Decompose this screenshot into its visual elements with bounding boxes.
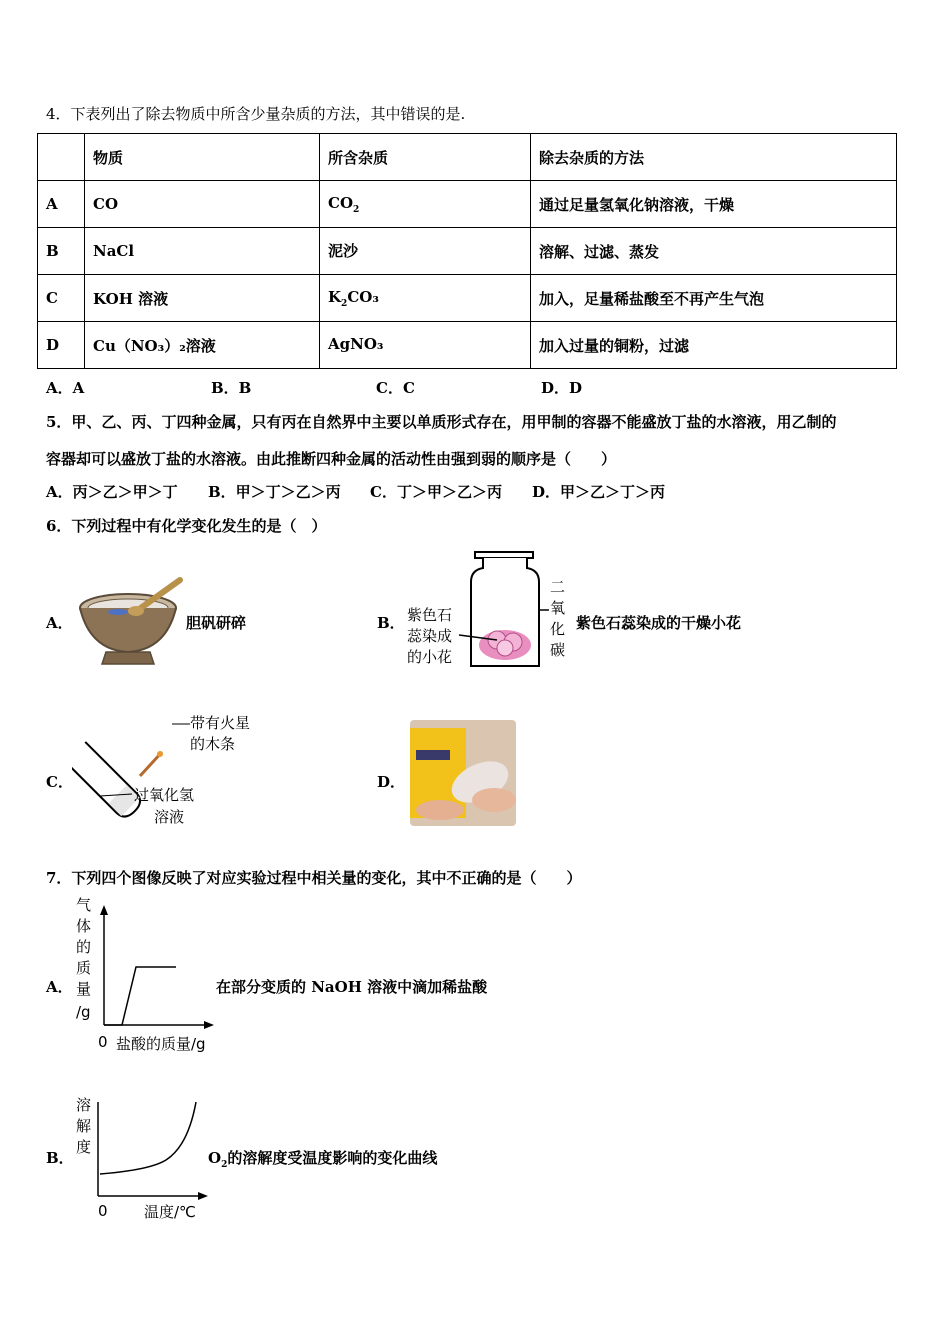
jar-left-label-2: 蕊染成 [407, 627, 453, 645]
row-impurity: 泥沙 [320, 228, 531, 275]
option-b[interactable]: B．B [211, 379, 252, 397]
row-substance: KOH 溶液 [85, 275, 320, 322]
jar-right-label-4: 碳 [550, 641, 566, 659]
q6-a-caption: 胆矾研碎 [186, 614, 247, 632]
table-header-cell: 所含杂质 [320, 134, 531, 181]
q6-option-a-label[interactable]: A． [46, 614, 73, 632]
option-a[interactable]: A．A [46, 379, 85, 397]
jar-right-label-2: 氧 [550, 599, 566, 617]
row-substance: Cu（NO₃）₂溶液 [85, 322, 320, 369]
q4-stem: 4．下表列出了除去物质中所含少量杂质的方法，其中错误的是. [46, 105, 466, 123]
table-row [38, 228, 897, 275]
ylabel-char: 量 [76, 980, 92, 998]
table-header-cell [38, 134, 85, 181]
jar-right-label-1: 二 [550, 578, 566, 596]
row-label: C [38, 275, 85, 322]
jar-left-label-3: 的小花 [407, 648, 453, 666]
row-label: B [38, 228, 85, 275]
q7-a-caption: 在部分变质的 NaOH 溶液中滴加稀盐酸 [216, 978, 488, 996]
tube-bottom-label-1: 过氧化氢 [134, 786, 195, 804]
row-method: 溶解、过滤、蒸发 [531, 228, 897, 275]
q6-option-d-label[interactable]: D． [377, 773, 406, 791]
table-header-cell: 物质 [85, 134, 320, 181]
ylabel-char: 气 [76, 896, 92, 914]
tube-bottom-label-2: 溶液 [154, 808, 185, 826]
jar-left-label-1: 紫色石 [407, 606, 453, 624]
origin-label: 0 [98, 1033, 108, 1051]
row-substance: NaCl [85, 228, 320, 275]
q6-option-b-label[interactable]: B． [377, 614, 405, 632]
q5-stem-line1: 5．甲、乙、丙、丁四种金属，只有丙在自然界中主要以单质形式存在，用甲制的容器不能盛放丁盐的水溶液，用乙制的 [46, 413, 837, 431]
option-d[interactable]: D．甲＞乙＞丁＞丙 [532, 483, 666, 501]
q7-option-b-label[interactable]: B． [46, 1149, 74, 1167]
jar-flower-diagram [405, 548, 575, 673]
q4-table [37, 133, 897, 369]
tube-top-label-1: 带有火星 [190, 714, 251, 732]
ylabel-char: 解 [76, 1117, 92, 1135]
row-label: D [38, 322, 85, 369]
table-header-row [38, 134, 897, 181]
table-row [38, 275, 897, 322]
table-row [38, 181, 897, 228]
ylabel-char: 度 [76, 1138, 92, 1156]
q5-stem-line2: 容器却可以盛放丁盐的水溶液。由此推断四种金属的活动性由强到弱的顺序是（ ） [46, 450, 617, 468]
q6-b-caption: 紫色石蕊染成的干燥小花 [576, 614, 742, 632]
option-c[interactable]: C．丁＞甲＞乙＞丙 [370, 483, 502, 501]
row-substance: CO [85, 181, 320, 228]
ylabel-char: 体 [76, 917, 92, 935]
table-header-cell: 除去杂质的方法 [531, 134, 897, 181]
test-tube-diagram [72, 710, 272, 830]
q7-stem: 7．下列四个图像反映了对应实验过程中相关量的变化，其中不正确的是（ ） [46, 869, 582, 887]
photo-image [410, 720, 516, 826]
row-method: 加入，足量稀盐酸至不再产生气泡 [531, 275, 897, 322]
origin-label: 0 [98, 1202, 108, 1220]
q6-stem: 6．下列过程中有化学变化发生的是（ ） [46, 517, 327, 535]
gas-mass-graph [70, 895, 220, 1055]
tube-top-label-2: 的木条 [190, 735, 236, 753]
row-method: 加入过量的铜粉，过滤 [531, 322, 897, 369]
jar-right-label-3: 化 [550, 620, 566, 638]
xlabel: 温度/℃ [144, 1203, 196, 1221]
option-a[interactable]: A．丙＞乙＞甲＞丁 [46, 483, 178, 501]
row-impurity: AgNO₃ [320, 322, 531, 369]
q7-option-a-label[interactable]: A． [46, 978, 73, 996]
option-b[interactable]: B．甲＞丁＞乙＞丙 [208, 483, 341, 501]
ylabel-char: 质 [76, 959, 92, 977]
ylabel-char: /g [76, 1003, 91, 1021]
q6-option-c-label[interactable]: C． [46, 773, 73, 791]
row-method: 通过足量氢氧化钠溶液，干燥 [531, 181, 897, 228]
mortar-pestle-image [76, 572, 186, 670]
row-label: A [38, 181, 85, 228]
table-row [38, 322, 897, 369]
row-impurity: $CO_2$ [320, 181, 531, 228]
solubility-graph [70, 1090, 220, 1225]
xlabel: 盐酸的质量/g [116, 1035, 206, 1053]
ylabel-char: 溶 [76, 1096, 92, 1114]
ylabel-char: 的 [76, 938, 92, 956]
q7-b-caption: $O_2$的溶解度受温度影响的变化曲线 [208, 1149, 438, 1170]
row-impurity: $K_2CO_3$ [320, 275, 531, 322]
option-c[interactable]: C．C [376, 379, 415, 397]
option-d[interactable]: D．D [541, 379, 583, 397]
